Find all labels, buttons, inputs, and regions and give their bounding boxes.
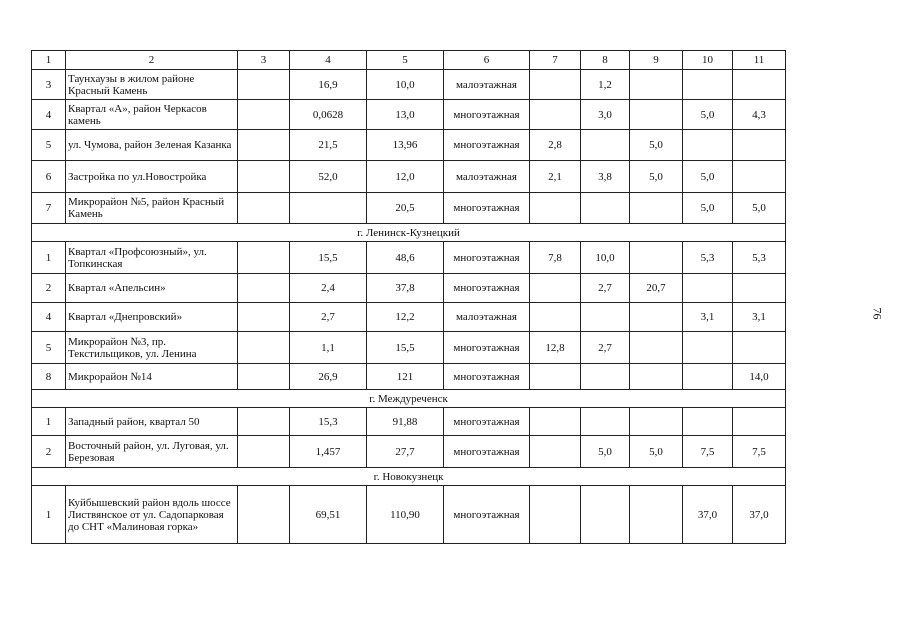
table-cell: 16,9 — [290, 70, 367, 100]
table-cell: 1 — [32, 408, 66, 436]
table-cell: 2,7 — [290, 303, 367, 332]
section-row — [32, 390, 786, 408]
table-cell: Микрорайон №5, район Красный Камень — [66, 193, 238, 224]
table-row — [32, 364, 786, 390]
table-cell — [581, 486, 630, 544]
table-cell: 2,7 — [581, 274, 630, 303]
column-header: 11 — [733, 51, 786, 70]
table-cell: 5,0 — [683, 193, 733, 224]
table-cell: 20,5 — [367, 193, 444, 224]
table-cell: 3,0 — [581, 100, 630, 130]
table-row — [32, 193, 786, 224]
table-cell — [238, 242, 290, 274]
table-cell: 26,9 — [290, 364, 367, 390]
table-cell: Квартал «Апельсин» — [66, 274, 238, 303]
table-cell: 1,2 — [581, 70, 630, 100]
column-header: 1 — [32, 51, 66, 70]
table-row — [32, 274, 786, 303]
table-cell: 110,90 — [367, 486, 444, 544]
table-cell: Куйбышевский район вдоль шоссе Листвянское от ул. Садопарковая до СНТ «Малиновая горка» — [66, 486, 238, 544]
table-cell — [581, 130, 630, 161]
table-cell: 5,3 — [733, 242, 786, 274]
table-cell: 48,6 — [367, 242, 444, 274]
table-cell: 5,0 — [683, 100, 733, 130]
table-cell — [630, 408, 683, 436]
table-row — [32, 332, 786, 364]
table-cell — [733, 70, 786, 100]
table-cell: Западный район, квартал 50 — [66, 408, 238, 436]
table-row — [32, 486, 786, 544]
table-cell — [630, 364, 683, 390]
table-row — [32, 242, 786, 274]
table-cell: многоэтажная — [444, 274, 530, 303]
table-cell — [581, 303, 630, 332]
table-cell — [683, 130, 733, 161]
table-cell: 5 — [32, 130, 66, 161]
table-cell — [238, 303, 290, 332]
data-table — [31, 50, 786, 544]
table-cell: малоэтажная — [444, 70, 530, 100]
table-cell: малоэтажная — [444, 161, 530, 193]
table-cell — [238, 100, 290, 130]
table-cell: многоэтажная — [444, 100, 530, 130]
table-cell: 0,0628 — [290, 100, 367, 130]
table-cell: 3,1 — [733, 303, 786, 332]
table-cell: 37,0 — [733, 486, 786, 544]
table-cell — [683, 274, 733, 303]
table-cell — [238, 332, 290, 364]
table-cell: 4,3 — [733, 100, 786, 130]
table-cell: 20,7 — [630, 274, 683, 303]
table-row — [32, 436, 786, 468]
table-cell: 7,5 — [733, 436, 786, 468]
column-header: 2 — [66, 51, 238, 70]
table-cell: Квартал «А», район Черкасов камень — [66, 100, 238, 130]
table-cell: 12,0 — [367, 161, 444, 193]
table-cell: 37,0 — [683, 486, 733, 544]
section-row — [32, 224, 786, 242]
table-cell: 10,0 — [367, 70, 444, 100]
table-cell: 5,0 — [630, 130, 683, 161]
table-cell: многоэтажная — [444, 193, 530, 224]
table-cell: 12,8 — [530, 332, 581, 364]
table-cell: 121 — [367, 364, 444, 390]
column-header: 3 — [238, 51, 290, 70]
table-cell — [733, 408, 786, 436]
table-cell — [530, 193, 581, 224]
table-cell: 4 — [32, 303, 66, 332]
table-cell: 7,5 — [683, 436, 733, 468]
table-cell: Таунхаузы в жилом районе Красный Камень — [66, 70, 238, 100]
column-header: 8 — [581, 51, 630, 70]
table-cell: 69,51 — [290, 486, 367, 544]
column-header: 5 — [367, 51, 444, 70]
table-cell — [683, 332, 733, 364]
table-cell: 37,8 — [367, 274, 444, 303]
table-cell — [630, 486, 683, 544]
table-cell — [581, 193, 630, 224]
table-row — [32, 303, 786, 332]
table-cell — [683, 70, 733, 100]
table-cell: 5,3 — [683, 242, 733, 274]
table-cell — [630, 332, 683, 364]
table-cell — [530, 364, 581, 390]
table-cell: многоэтажная — [444, 436, 530, 468]
table-cell: 7 — [32, 193, 66, 224]
table-cell — [630, 242, 683, 274]
table-cell: Восточный район, ул. Луговая, ул. Березовая — [66, 436, 238, 468]
table-cell: 15,3 — [290, 408, 367, 436]
table-cell: 3,1 — [683, 303, 733, 332]
table-cell — [238, 436, 290, 468]
table-cell — [530, 274, 581, 303]
table-cell: 5 — [32, 332, 66, 364]
table-cell — [238, 70, 290, 100]
section-title: г. Междуреченск — [32, 390, 786, 408]
table-cell: 21,5 — [290, 130, 367, 161]
table-cell: 13,96 — [367, 130, 444, 161]
table-cell: 8 — [32, 364, 66, 390]
table-cell — [630, 70, 683, 100]
table-cell — [630, 193, 683, 224]
table-cell: 12,2 — [367, 303, 444, 332]
table-cell: Микрорайон №14 — [66, 364, 238, 390]
table-cell: многоэтажная — [444, 332, 530, 364]
table-row — [32, 130, 786, 161]
table-cell — [238, 408, 290, 436]
table-cell — [530, 70, 581, 100]
table-cell — [530, 100, 581, 130]
table-cell — [683, 408, 733, 436]
table-cell: 91,88 — [367, 408, 444, 436]
table-cell: 10,0 — [581, 242, 630, 274]
table-cell: ул. Чумова, район Зеленая Казанка — [66, 130, 238, 161]
table-cell: 2,7 — [581, 332, 630, 364]
table-cell: 15,5 — [290, 242, 367, 274]
table-cell: 7,8 — [530, 242, 581, 274]
table-cell: малоэтажная — [444, 303, 530, 332]
table-cell: 1 — [32, 242, 66, 274]
table-cell: 14,0 — [733, 364, 786, 390]
table-cell — [238, 486, 290, 544]
table-cell: 5,0 — [733, 193, 786, 224]
table-row — [32, 70, 786, 100]
table-cell — [530, 436, 581, 468]
table-cell — [630, 100, 683, 130]
table-cell — [733, 332, 786, 364]
table-cell — [581, 408, 630, 436]
table-cell — [238, 130, 290, 161]
table-cell — [238, 193, 290, 224]
table-cell: 6 — [32, 161, 66, 193]
table-cell: Микрорайон №3, пр. Текстильщиков, ул. Ленина — [66, 332, 238, 364]
table-cell: 5,0 — [581, 436, 630, 468]
table-cell — [238, 274, 290, 303]
table-row — [32, 161, 786, 193]
column-header: 10 — [683, 51, 733, 70]
table-cell: 3 — [32, 70, 66, 100]
table-cell — [530, 408, 581, 436]
table-cell: Квартал «Днепровский» — [66, 303, 238, 332]
table-cell: 2 — [32, 274, 66, 303]
table-cell: многоэтажная — [444, 130, 530, 161]
table-cell: многоэтажная — [444, 408, 530, 436]
table-cell: 2,8 — [530, 130, 581, 161]
table-cell: многоэтажная — [444, 242, 530, 274]
table-cell: 52,0 — [290, 161, 367, 193]
table-cell: Застройка по ул.Новостройка — [66, 161, 238, 193]
table-cell: 2 — [32, 436, 66, 468]
table-cell: Квартал «Профсоюзный», ул. Топкинская — [66, 242, 238, 274]
table-cell — [630, 303, 683, 332]
table-cell: 5,0 — [630, 161, 683, 193]
section-title: г. Ленинск-Кузнецкий — [32, 224, 786, 242]
table-cell — [733, 274, 786, 303]
table-row — [32, 408, 786, 436]
table-cell: 2,1 — [530, 161, 581, 193]
table-cell: 27,7 — [367, 436, 444, 468]
column-header: 9 — [630, 51, 683, 70]
table-cell — [733, 161, 786, 193]
table-cell: многоэтажная — [444, 364, 530, 390]
table-cell: 2,4 — [290, 274, 367, 303]
table-cell — [733, 130, 786, 161]
table-cell: 15,5 — [367, 332, 444, 364]
section-row — [32, 468, 786, 486]
table-cell — [290, 193, 367, 224]
table-cell: 5,0 — [630, 436, 683, 468]
table-cell: 4 — [32, 100, 66, 130]
column-header: 6 — [444, 51, 530, 70]
table-cell — [238, 161, 290, 193]
column-header: 4 — [290, 51, 367, 70]
table-cell: 1,1 — [290, 332, 367, 364]
table-cell: 1,457 — [290, 436, 367, 468]
table-cell — [530, 486, 581, 544]
table-cell: 13,0 — [367, 100, 444, 130]
table-cell: 3,8 — [581, 161, 630, 193]
section-title: г. Новокузнецк — [32, 468, 786, 486]
table-cell — [238, 364, 290, 390]
page-number: 76 — [870, 307, 885, 320]
table-cell — [530, 303, 581, 332]
table-cell: 1 — [32, 486, 66, 544]
table-cell: многоэтажная — [444, 486, 530, 544]
table-cell — [683, 364, 733, 390]
table-cell — [581, 364, 630, 390]
table-row — [32, 100, 786, 130]
header-row — [32, 51, 786, 70]
table-cell: 5,0 — [683, 161, 733, 193]
column-header: 7 — [530, 51, 581, 70]
